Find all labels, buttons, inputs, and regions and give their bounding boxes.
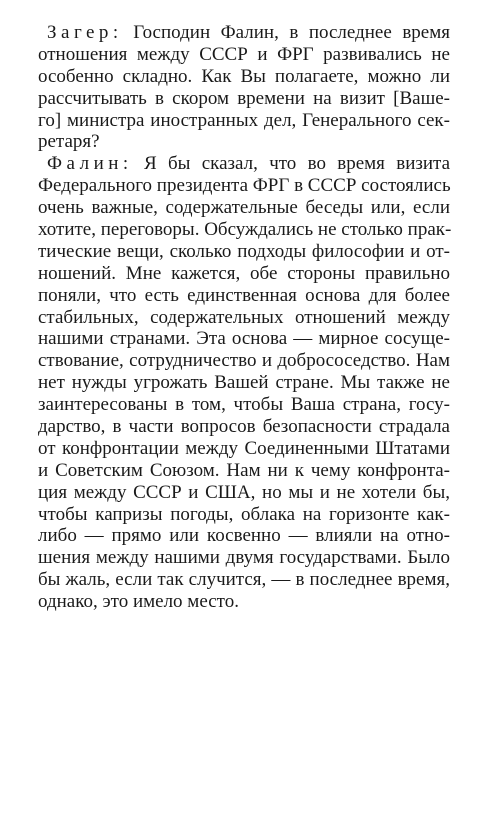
- paragraph-zager: [38, 22, 450, 153]
- text-line: Загер: Господин Фалин, в последнее время: [47, 22, 451, 43]
- text-line: ствование, сотрудничество и добрососедство. Нам: [38, 350, 450, 372]
- text-line: особенно складно. Как Вы полагаете, можно ли: [38, 65, 450, 87]
- text-line: чтобы капризы погоды, облака на горизонте как-: [38, 503, 450, 525]
- text-line: и Советским Союзом. Нам ни к чему конфронта-: [38, 459, 450, 481]
- text-line: тические вещи, сколько подходы философии и от-: [38, 240, 450, 262]
- text-line: ретаря?: [38, 131, 100, 153]
- text-line: ция между СССР и США, но мы и не хотели бы,: [38, 481, 450, 503]
- text-line: шения между нашими двумя государствами. Было: [38, 547, 450, 569]
- text-line: либо — прямо или косвенно — влияли на отно-: [38, 525, 450, 547]
- speaker-name: Загер:: [47, 22, 123, 43]
- text-line: хотите, переговоры. Обсуждались не столько прак-: [38, 219, 452, 241]
- text-line: рассчитывать в скором времени на визит [Ваше-: [38, 87, 450, 109]
- text-line: поняли, что есть единственная основа для более: [38, 284, 450, 306]
- text-line: Фалин: Я бы сказал, что во время визита: [47, 153, 451, 175]
- text-line: ношений. Мне кажется, обе стороны правильно: [38, 262, 450, 284]
- text-line: бы жаль, если так случится, — в последнее время,: [38, 569, 450, 591]
- text-line: однако, это имело место.: [38, 591, 239, 613]
- text-line: дарство, в части вопросов безопасности страдала: [38, 416, 450, 438]
- text-line: отношения между СССР и ФРГ развивались не: [38, 43, 450, 65]
- text-line: заинтересованы в том, чтобы Ваша страна, госу-: [38, 394, 450, 416]
- text-line: Федерального президента ФРГ в СССР состоялись: [38, 175, 451, 197]
- text-line: нашими странами. Эта основа — мирное сосуще-: [38, 328, 450, 350]
- paragraph-falin: [38, 153, 450, 613]
- speaker-name: Фалин:: [47, 153, 133, 175]
- document-page: [38, 22, 450, 613]
- text-line: нет нужды угрожать Вашей стране. Мы также не: [38, 372, 450, 394]
- text-line: от конфронтации между Соединенными Штатами: [38, 437, 450, 459]
- text-line: го] министра иностранных дел, Генерального сек-: [38, 109, 450, 131]
- text-line: очень важные, содержательные беседы или, если: [38, 197, 450, 219]
- text-line: стабильных, содержательных отношений между: [38, 306, 450, 328]
